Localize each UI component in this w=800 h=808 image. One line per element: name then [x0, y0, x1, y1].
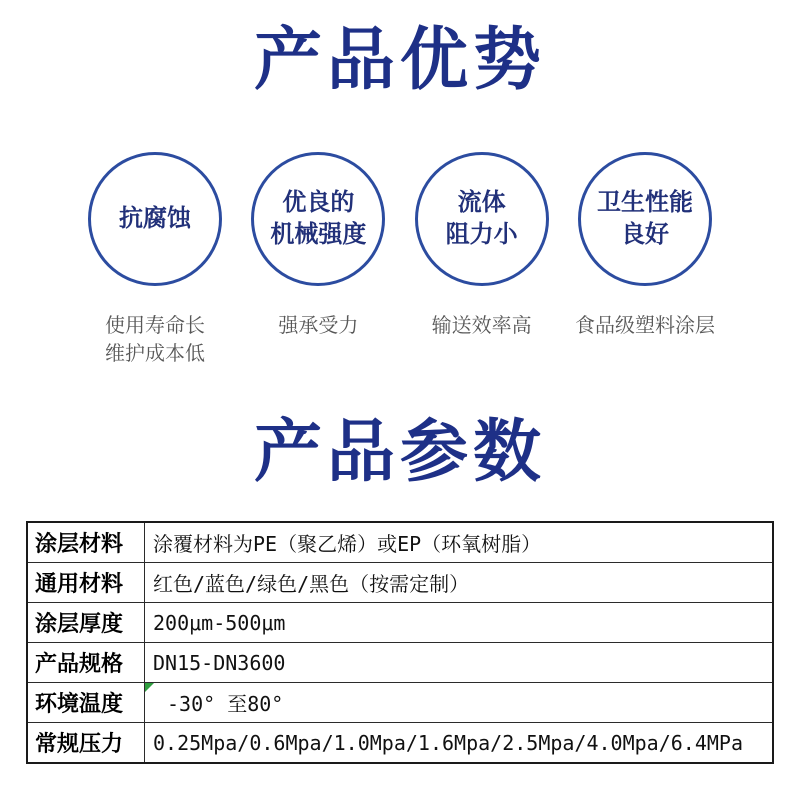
row-label: 常规压力	[27, 723, 145, 764]
cell-comment-marker-icon	[145, 683, 154, 692]
advantage-item-mechanical-strength	[238, 152, 398, 368]
advantage-item-anticorrosion	[75, 152, 235, 368]
advantage-caption	[432, 312, 532, 340]
table-row-coating-material	[27, 522, 773, 563]
circle-text: 阻力小	[445, 220, 518, 248]
advantage-caption	[278, 312, 358, 340]
caption-text: 维护成本低	[105, 342, 205, 365]
row-label: 涂层材料	[27, 522, 145, 563]
row-value: DN15-DN3600	[145, 643, 774, 683]
caption-text: 强承受力	[278, 314, 359, 337]
row-label: 涂层厚度	[27, 603, 145, 643]
circle-text: 机械强度	[270, 220, 367, 248]
advantage-circle	[251, 152, 385, 286]
circle-text: 抗腐蚀	[119, 205, 191, 232]
caption-text: 食品级塑料涂层	[574, 314, 715, 337]
advantage-circle	[415, 152, 549, 286]
advantage-item-hygienic	[565, 152, 725, 368]
row-label: 环境温度	[27, 683, 145, 723]
table-row-ambient-temperature	[27, 683, 773, 723]
table-row-standard-pressure	[27, 723, 773, 764]
caption-text: 使用寿命长	[105, 314, 205, 337]
row-value: 0.25Mpa/0.6Mpa/1.0Mpa/1.6Mpa/2.5Mpa/4.0Mpa/6.4MPa	[145, 723, 774, 764]
advantage-caption	[575, 312, 715, 340]
row-value: 涂覆材料为PE（聚乙烯）或EP（环氧树脂）	[145, 522, 774, 563]
row-value: 200μm-500μm	[145, 603, 774, 643]
table-row-product-spec	[27, 643, 773, 683]
advantage-circle	[88, 152, 222, 286]
circle-text: 卫生性能	[596, 189, 693, 217]
advantages-title: 产品优势	[253, 22, 546, 98]
row-label: 产品规格	[27, 643, 145, 683]
circle-text: 良好	[620, 220, 669, 248]
row-value	[145, 683, 774, 723]
advantages-row	[75, 152, 725, 368]
parameters-table	[26, 521, 774, 764]
caption-text: 输送效率高	[431, 314, 532, 337]
advantage-item-low-fluid-resistance	[402, 152, 562, 368]
circle-text: 优良的	[282, 189, 355, 217]
row-value-text: -30° 至80°	[167, 692, 284, 717]
circle-text: 流体	[457, 189, 506, 217]
row-label: 通用材料	[27, 563, 145, 603]
advantage-caption	[105, 312, 205, 368]
parameters-title: 产品参数	[253, 413, 546, 490]
row-value: 红色/蓝色/绿色/黑色（按需定制）	[145, 563, 774, 603]
table-row-coating-thickness	[27, 603, 773, 643]
advantage-circle	[578, 152, 712, 286]
table-row-general-material	[27, 563, 773, 603]
